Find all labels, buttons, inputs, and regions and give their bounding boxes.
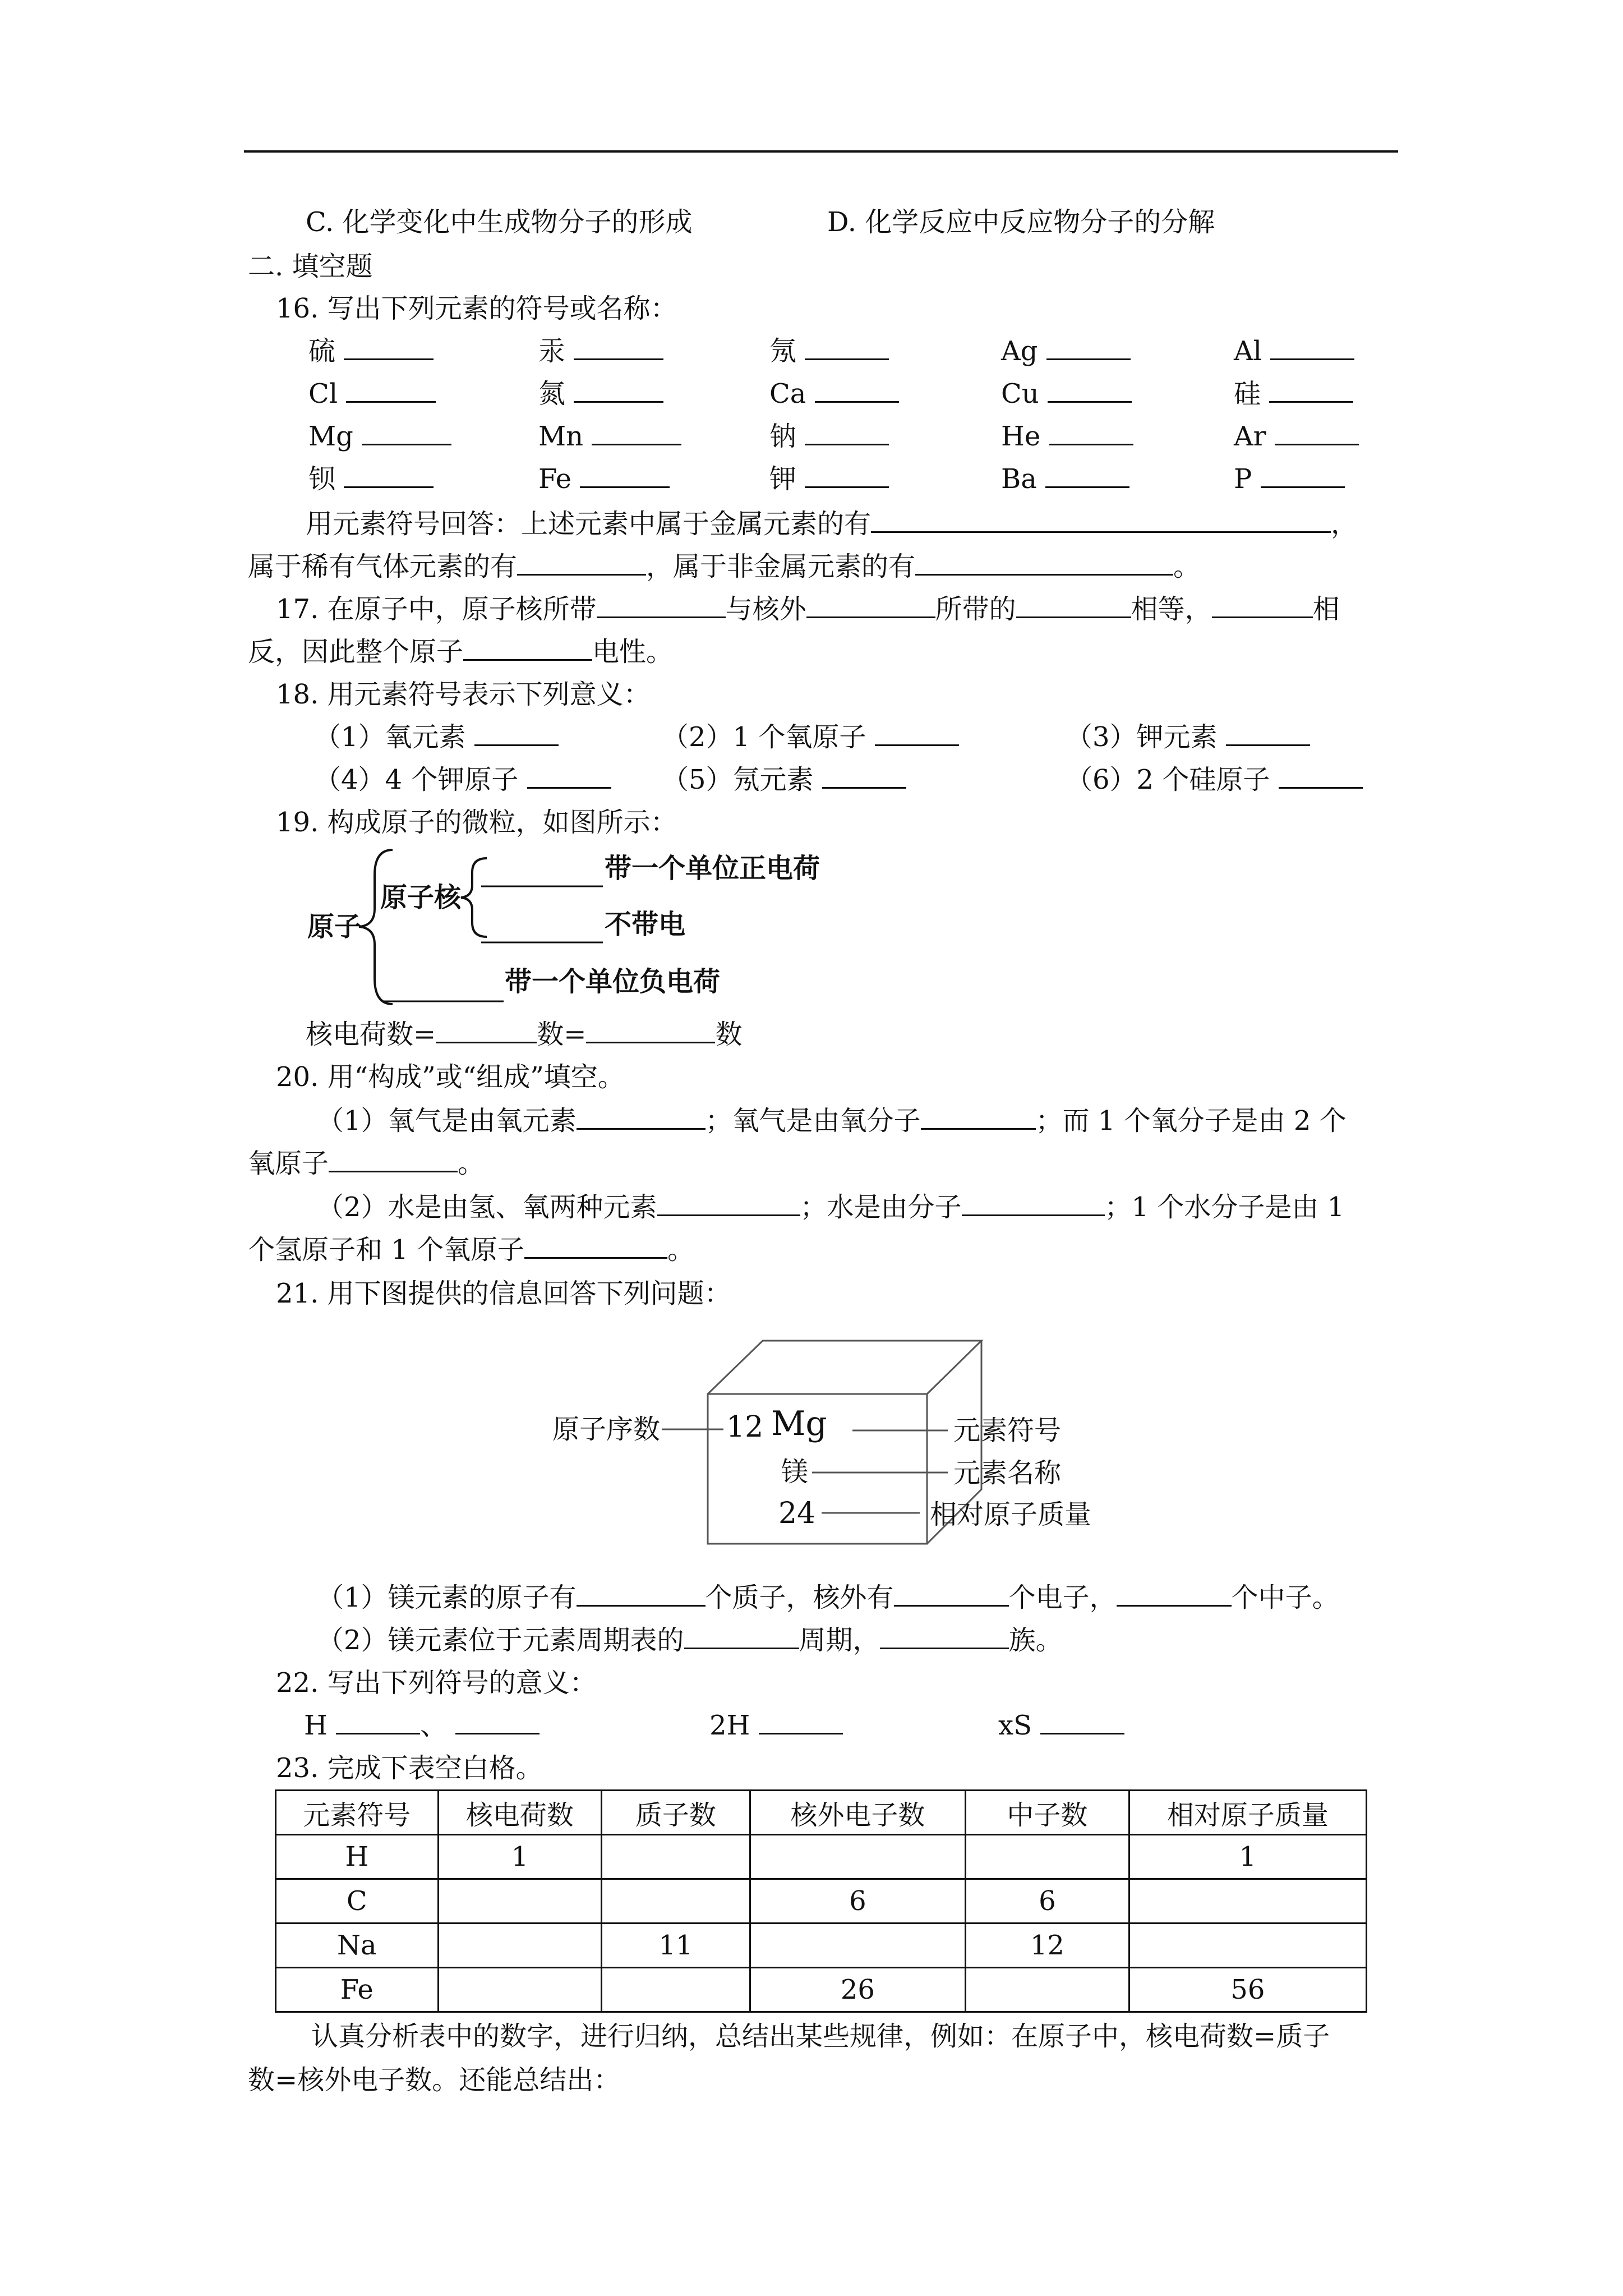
answer-blank[interactable] [455, 1708, 540, 1734]
table-cell[interactable] [966, 1968, 1129, 2012]
atomic-number: 12 [726, 1410, 764, 1444]
q16-cell: Ba [1001, 461, 1129, 497]
q16-cell: Ar [1234, 418, 1359, 454]
q22-xs: xS [998, 1708, 1124, 1743]
table-cell[interactable] [966, 1835, 1129, 1879]
table-header: 核外电子数 [750, 1791, 965, 1835]
option-d: D. 化学反应中反应物分子的分解 [827, 206, 1215, 238]
table-cell[interactable] [1129, 1924, 1366, 1968]
table-cell: 1 [438, 1835, 602, 1879]
table-header: 元素符号 [276, 1791, 439, 1835]
q18-stem: 18. 用元素符号表示下列意义： [276, 679, 651, 710]
table-cell[interactable] [602, 1835, 750, 1879]
q16-cell: 汞 [538, 333, 663, 369]
label-name: 元素名称 [953, 1457, 1062, 1489]
q20-p2-cont: 个氢原子和 1 个氧原子 。 [248, 1232, 694, 1268]
atomic-mass: 24 [778, 1497, 816, 1530]
q21-stem: 21. 用下图提供的信息回答下列问题： [276, 1278, 731, 1309]
q16-cell: 氮 [538, 376, 663, 412]
q23-note-line2: 数=核外电子数。还能总结出： [248, 2064, 621, 2096]
neutron-desc: 不带电 [605, 909, 686, 940]
answer-blank[interactable] [880, 1623, 1009, 1649]
element-name: 镁 [781, 1456, 809, 1488]
table-cell: 56 [1129, 1968, 1366, 2012]
table-header: 核电荷数 [438, 1791, 602, 1835]
section-title: 二. 填空题 [248, 251, 373, 282]
q17-line2: 反，因此整个原子 电性。 [248, 634, 673, 670]
electron-desc: 带一个单位负电荷 [505, 966, 721, 997]
label-mass: 相对原子质量 [930, 1499, 1092, 1530]
q20-stem: 20. 用“构成”或“组成”填空。 [276, 1061, 625, 1093]
element-symbol: Mg [771, 1404, 827, 1443]
table-cell[interactable] [438, 1924, 602, 1968]
table-row [276, 1924, 1367, 1968]
answer-blank[interactable] [1117, 1580, 1232, 1607]
q16-cell: 钾 [769, 461, 889, 497]
q20-p1: （1）氧气是由氧元素 ；氧气是由氧分子 ；而 1 个氧分子是由 2 个 [317, 1103, 1347, 1139]
q16-cell: 钠 [769, 418, 889, 454]
q18-item: （3）钾元素 [1066, 719, 1310, 755]
q22-h: H 、 [304, 1708, 540, 1743]
label-symbol: 元素符号 [953, 1415, 1062, 1446]
element-table [275, 1789, 1367, 2013]
q16-cell: Ca [769, 376, 899, 412]
table-row [276, 1835, 1367, 1879]
q23-note-line1: 认真分析表中的数字，进行归纳，总结出某些规律，例如：在原子中，核电荷数=质子 [311, 2021, 1330, 2052]
answer-blank[interactable] [336, 1708, 420, 1734]
table-cell[interactable] [750, 1835, 965, 1879]
label-atomic-number: 原子序数 [552, 1414, 661, 1445]
q16-cell: P [1234, 461, 1345, 497]
table-cell[interactable] [602, 1968, 750, 2012]
table-cell[interactable] [602, 1879, 750, 1924]
table-cell: 12 [966, 1924, 1129, 1968]
table-cell: Fe [276, 1968, 439, 2012]
table-header-row [276, 1791, 1367, 1835]
table-cell[interactable] [1129, 1879, 1366, 1924]
q22-2h: 2H [709, 1708, 843, 1743]
q16-line2: 属于稀有气体元素的有 ，属于非金属元素的有 。 [248, 549, 1200, 585]
q21-s1: （1）镁元素的原子有 个质子，核外有 个电子， 个中子。 [317, 1580, 1339, 1616]
q22-stem: 22. 写出下列符号的意义： [276, 1667, 597, 1699]
q16-cell: 硅 [1234, 376, 1353, 412]
answer-blank[interactable] [684, 1623, 799, 1649]
q18-item: （1）氧元素 [314, 719, 559, 755]
q16-cell: Mg [308, 418, 451, 454]
q17-line1: 17. 在原子中，原子核所带 与核外 所带的 相等， 相 [276, 591, 1340, 627]
q16-cell: He [1001, 418, 1133, 454]
q16-cell: 钡 [308, 461, 434, 497]
table-cell: 6 [750, 1879, 965, 1924]
q16-stem: 16. 写出下列元素的符号或名称： [276, 293, 677, 324]
answer-blank[interactable] [1040, 1708, 1124, 1734]
table-cell[interactable] [438, 1879, 602, 1924]
proton-desc: 带一个单位正电荷 [605, 853, 820, 884]
q18-item: （6）2 个硅原子 [1066, 762, 1363, 798]
answer-blank[interactable] [894, 1580, 1009, 1607]
table-cell[interactable] [438, 1968, 602, 2012]
q16-cell: Fe [538, 461, 670, 497]
q20-p1-cont: 氧原子 。 [248, 1145, 485, 1181]
q16-cell: Ag [1001, 333, 1131, 369]
q16-line1: 用元素符号回答：上述元素中属于金属元素的有 ， [306, 506, 1358, 542]
table-row [276, 1968, 1367, 2012]
q23-stem: 23. 完成下表空白格。 [276, 1752, 543, 1784]
table-header: 相对原子质量 [1129, 1791, 1366, 1835]
table-cell: H [276, 1835, 439, 1879]
q16-cell: Mn [538, 418, 681, 454]
option-c: C. 化学变化中生成物分子的形成 [306, 206, 693, 238]
table-cell: Na [276, 1924, 439, 1968]
q16-cell: 氖 [769, 333, 889, 369]
table-cell: C [276, 1879, 439, 1924]
table-header: 中子数 [966, 1791, 1129, 1835]
table-cell[interactable] [750, 1924, 965, 1968]
table-cell: 1 [1129, 1835, 1366, 1879]
q18-item: （5）氖元素 [662, 762, 906, 798]
table-cell: 26 [750, 1968, 965, 2012]
table-cell: 6 [966, 1879, 1129, 1924]
q18-item: （4）4 个钾原子 [314, 762, 611, 798]
q16-cell: 硫 [308, 333, 434, 369]
q19-stem: 19. 构成原子的微粒，如图所示： [276, 807, 677, 838]
q21-s2: （2）镁元素位于元素周期表的 周期， 族。 [317, 1622, 1063, 1658]
atom-label: 原子 [307, 911, 362, 942]
q16-cell: Cl [308, 376, 436, 412]
table-header: 质子数 [602, 1791, 750, 1835]
answer-blank[interactable] [577, 1580, 706, 1607]
nucleus-label: 原子核 [380, 882, 462, 913]
q19-equation: 核电荷数= 数= 数 [306, 1016, 742, 1052]
table-cell: 11 [602, 1924, 750, 1968]
q18-item: （2）1 个氧原子 [662, 719, 959, 755]
q16-cell: Al [1234, 333, 1354, 369]
table-row [276, 1879, 1367, 1924]
answer-blank[interactable] [759, 1708, 843, 1734]
q20-p2: （2）水是由氢、氧两种元素 ；水是由分子 ；1 个水分子是由 1 [317, 1189, 1344, 1225]
q16-cell: Cu [1001, 376, 1132, 412]
cube-top [708, 1341, 981, 1394]
